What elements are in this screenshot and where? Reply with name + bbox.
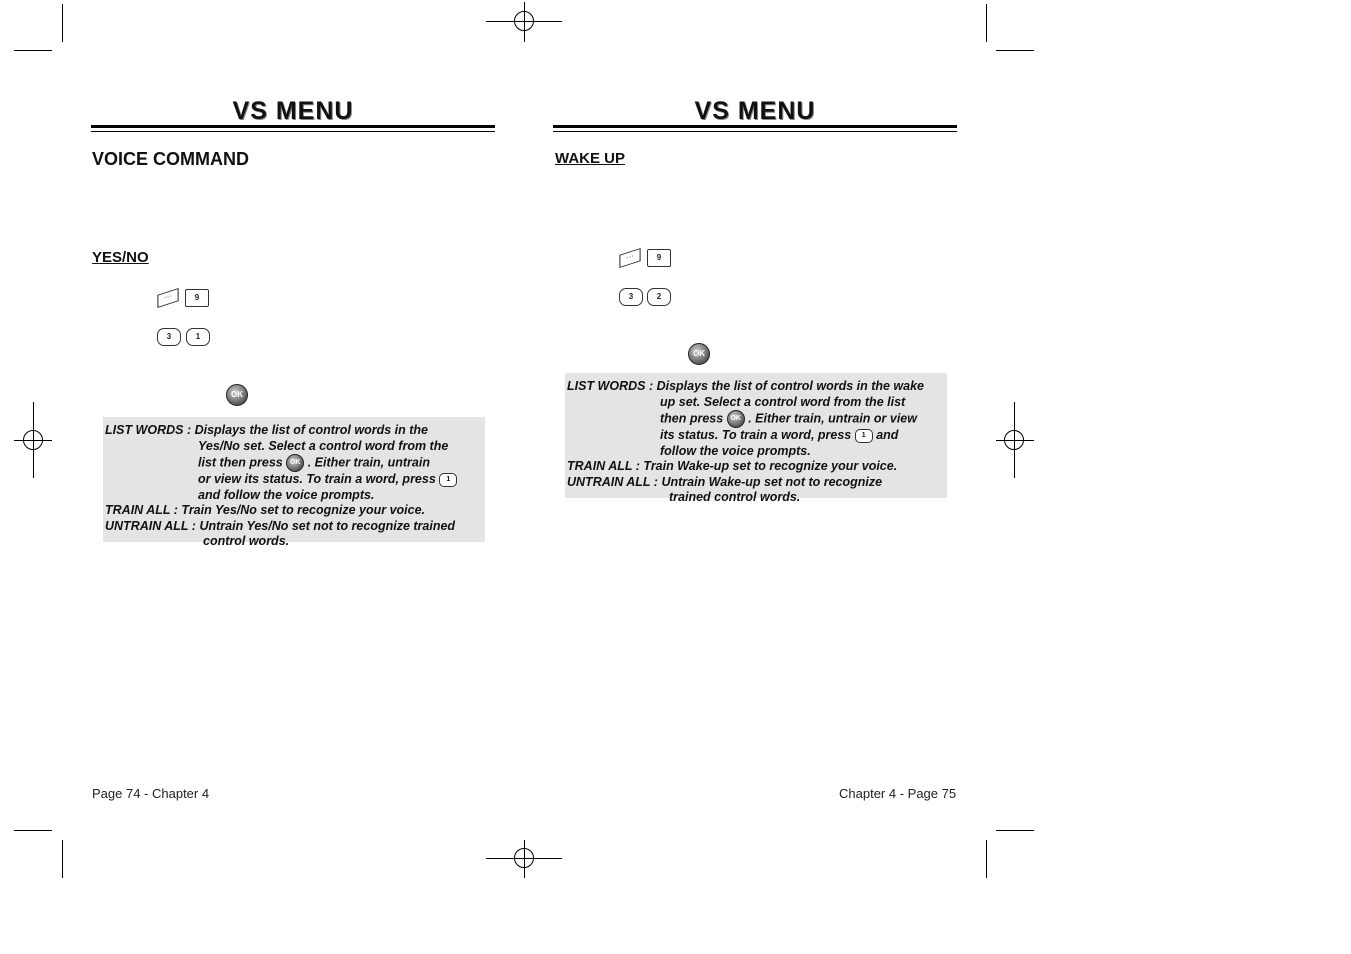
untrain-all-row — [567, 475, 945, 491]
list-words-text: . Either train, untrain or view — [748, 411, 917, 426]
list-words-text: list then press — [198, 455, 283, 470]
untrain-all-text: Untrain Wake-up set not to recognize — [661, 474, 883, 489]
ok-key-icon: OK — [226, 384, 248, 406]
list-words-line — [105, 454, 483, 472]
train-all-row — [105, 503, 483, 519]
key-1-icon: 1 — [855, 429, 873, 443]
train-all-row — [567, 459, 945, 475]
crop-mark — [14, 830, 52, 831]
untrain-all-text: Untrain Yes/No set not to recognize trained — [199, 518, 456, 533]
registration-circle — [514, 848, 534, 868]
page-footer: Page 74 - Chapter 4 — [92, 786, 210, 801]
list-words-line — [567, 428, 945, 444]
list-words-text: . Either train, untrain — [307, 455, 430, 470]
registration-circle — [23, 430, 43, 450]
registration-circle — [514, 11, 534, 31]
subsection-title: WAKE UP — [555, 150, 626, 167]
train-all-text: Train Yes/No set to recognize your voice. — [181, 503, 426, 517]
list-words-text: or view its status. To train a word, press — [198, 472, 436, 486]
crop-mark — [996, 50, 1034, 51]
crop-mark — [62, 4, 63, 42]
section-title: VOICE COMMAND — [92, 149, 249, 169]
key-9-icon: 9 — [647, 249, 671, 267]
list-words-text: its status. To train a word, press — [660, 428, 852, 442]
info-box — [565, 373, 947, 504]
untrain-all-line: trained control words. — [669, 490, 801, 504]
train-all-label: TRAIN ALL : — [567, 459, 640, 473]
crop-mark — [14, 50, 52, 51]
train-all-label: TRAIN ALL : — [105, 503, 178, 517]
list-words-text: and — [876, 428, 899, 442]
list-words-label: LIST WORDS : — [105, 423, 192, 437]
list-words-line: up set. Select a control word from the list — [660, 394, 906, 409]
crop-mark — [986, 840, 987, 878]
train-all-text: Train Wake-up set to recognize your voice. — [643, 459, 898, 473]
page-header-title: VS MENU — [232, 97, 354, 125]
list-words-line — [105, 472, 483, 488]
list-words-line: Yes/No set. Select a control word from the — [198, 438, 449, 453]
untrain-all-row — [105, 519, 483, 535]
key-2-icon: 2 — [647, 288, 671, 306]
key-9-icon: 9 — [185, 289, 209, 307]
header-rule — [91, 131, 495, 132]
page-header-title: VS MENU — [694, 97, 816, 125]
registration-circle — [1004, 430, 1024, 450]
list-words-line: follow the voice prompts. — [660, 443, 811, 458]
header-rule — [553, 125, 957, 128]
crop-mark — [996, 830, 1034, 831]
ok-key-icon: OK — [688, 343, 710, 365]
menu-key-icon: ··· — [619, 248, 640, 268]
menu-key-icon: ··· — [157, 288, 178, 308]
page-footer: Chapter 4 - Page 75 — [839, 786, 957, 801]
list-words-line: and follow the voice prompts. — [198, 487, 375, 502]
list-words-text: Displays the list of control words in the wake — [656, 379, 925, 393]
list-words-line — [567, 410, 945, 428]
list-words-text: Displays the list of control words in the — [194, 423, 428, 437]
untrain-all-line: control words. — [203, 534, 290, 548]
key-1-icon: 1 — [439, 473, 457, 487]
header-rule — [553, 131, 957, 132]
crop-mark — [62, 840, 63, 878]
list-words-row — [105, 423, 483, 439]
untrain-all-label: UNTRAIN ALL : — [567, 474, 658, 489]
key-3-icon: 3 — [157, 328, 181, 346]
subsection-title: YES/NO — [92, 249, 149, 266]
list-words-text: then press — [660, 411, 724, 426]
crop-mark — [986, 4, 987, 42]
header-rule — [91, 125, 495, 128]
ok-key-icon: OK — [727, 410, 745, 428]
untrain-all-label: UNTRAIN ALL : — [105, 518, 196, 533]
list-words-row — [567, 379, 945, 395]
info-box — [103, 417, 485, 548]
ok-key-icon: OK — [286, 454, 304, 472]
key-3-icon: 3 — [619, 288, 643, 306]
list-words-label: LIST WORDS : — [567, 379, 654, 393]
key-1-icon: 1 — [186, 328, 210, 346]
